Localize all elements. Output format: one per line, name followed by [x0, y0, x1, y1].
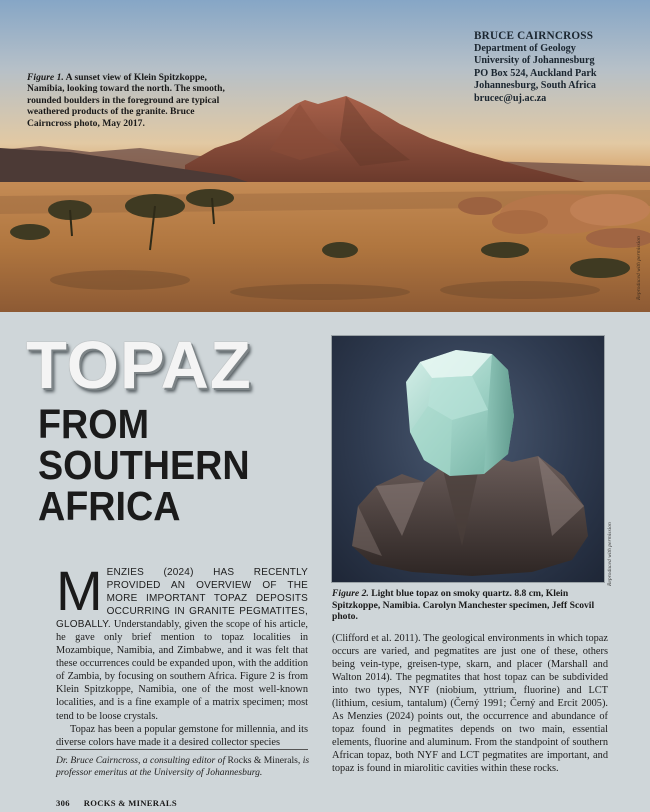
body-column-right	[332, 632, 608, 776]
figure1-text: A sunset view of Klein Spitzkoppe, Namibia, looking toward the north. The smooth, rounded boulders in the foreground are typical weathered products of the granite. Bruce Cairncross photo, May 2017.	[27, 72, 225, 129]
footnote-journal: Rocks & Minerals	[227, 755, 298, 766]
author-affiliation-line: University of Johannesburg	[474, 55, 595, 67]
figure2-photo	[332, 336, 604, 582]
topaz-specimen-illustration	[332, 336, 604, 582]
body-paragraph	[56, 559, 308, 723]
article-title-sub	[38, 401, 250, 529]
article-title-main: TOPAZ	[26, 328, 252, 403]
lead-in-text: ENZIES (2024) HAS RECENTLY PROVIDED AN OVERVIEW OF THE MORE IMPORTANT TOPAZ DEPOSITS OCCURRING IN GRANITE PEGMATITES, GLOBALLY.	[56, 567, 308, 631]
body-paragraph	[332, 632, 608, 776]
author-footnote	[56, 755, 312, 779]
figure1-caption	[27, 72, 227, 129]
paragraph-text: Understandably, given the scope of his article, he gave only brief mention to topaz localities in Mozambique, Namibia, and Zimbabwe, and it was felt that these occurrences could be expanded upon, with the addition of Zambia, by focusing on southern Africa. Figure 2 is from Klein Spitzkoppe, Namibia, one of the most well-known localities, and is a fine example of a matrix specimen; most tend to be loose crystals.	[56, 619, 308, 722]
body-paragraph	[56, 723, 308, 749]
author-email: brucec@uj.ac.za	[474, 92, 547, 104]
photo1-credit: Reproduced with permission	[636, 236, 642, 300]
figure1-photo	[0, 0, 650, 312]
paragraph-text: (Clifford et al. 2011). The geological environments in which topaz occurs are varied, and pegmatites are just one of these, others being vein-type, greisen-type, skarn, and placer (Marshall and Walton 2014). The pegmatites that host topaz can be subdivided into two types, NYF (niobium, yttrium, fluorine) and LCT (lithium, cesium, tantalum) (Černý 1991; Černý and Ercit 2005). As Menzies (2024) points out, the occurrence and abundance of topaz found in pegmatites depends on two main, essential elements, fluorine and aluminum. From the standpoint of southern African topaz, both NYF and LCT pegmatites are important, and topaz is found in miarolitic cavities within these rocks.	[332, 633, 608, 775]
author-address-line: Johannesburg, South Africa	[474, 80, 596, 92]
figure2-text: Light blue topaz on smoky quartz. 8.8 cm, Klein Spitzkoppe, Namibia. Carolyn Manchester specimen, Jeff Scovil photo.	[332, 588, 595, 623]
title-line: SOUTHERN	[38, 442, 250, 488]
author-block	[474, 30, 644, 106]
page-number: 306	[56, 798, 70, 808]
author-affiliation-line: Department of Geology	[474, 42, 576, 54]
title-line: AFRICA	[38, 483, 181, 529]
figure1-label: Figure 1.	[27, 72, 64, 83]
photo2-credit: Reproduced with permission	[607, 522, 613, 586]
author-name: BRUCE CAIRNCROSS	[474, 30, 594, 42]
footnote-divider	[56, 749, 308, 750]
body-column-left	[56, 559, 308, 749]
footnote-text: Dr. Bruce Cairncross, a consulting editor of	[56, 755, 228, 766]
drop-cap: M	[56, 559, 103, 622]
author-address-line: PO Box 524, Auckland Park	[474, 67, 597, 79]
title-line: FROM	[38, 401, 150, 447]
journal-name: ROCKS & MINERALS	[83, 798, 177, 808]
footnote-text: , is professor emeritus at the University of Johannesburg.	[56, 755, 310, 778]
paragraph-text: Topaz has been a popular gemstone for millennia, and its diverse colors have made it a desired collector species	[56, 723, 308, 748]
figure2-caption	[332, 588, 612, 623]
figure2-label: Figure 2.	[332, 588, 369, 599]
page-footer	[56, 798, 177, 808]
